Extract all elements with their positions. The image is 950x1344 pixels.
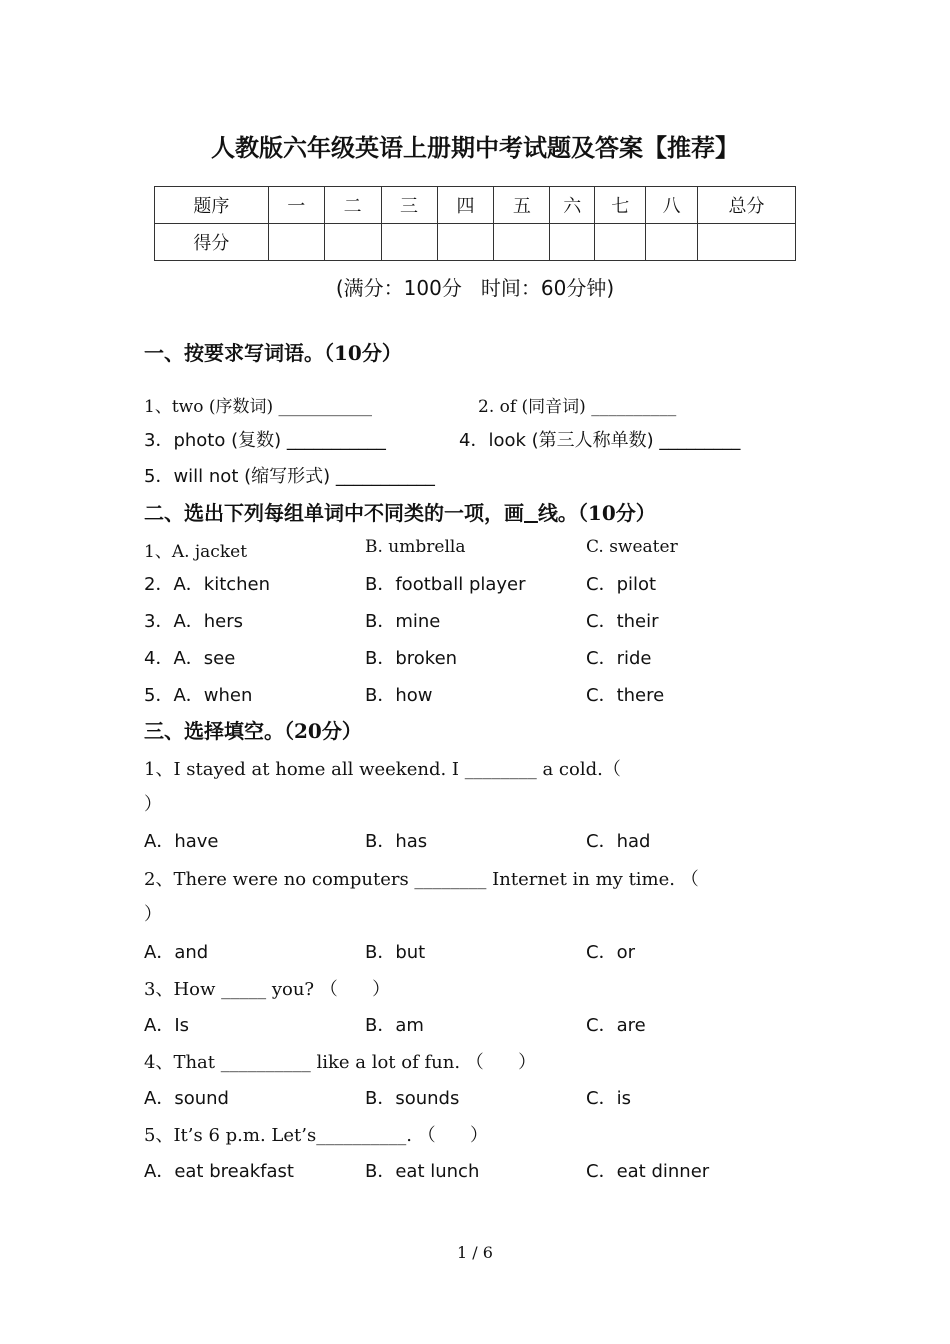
header-cell: 六 [550,187,595,224]
header-cell: 三 [381,187,437,224]
s2-option-b: B．mine [365,611,441,632]
header-cell: 总分 [698,187,796,224]
s3-question-4: 4、That __________ like a lot of fun. （ ） [144,1052,537,1073]
score-cell [698,224,796,261]
s2-option-a: 3．A．hers [144,611,244,632]
s3-option-a: A．have [144,831,219,852]
s2-option-a: 1、A. jacket [144,542,248,562]
s2-option-b: B．football player [365,574,526,595]
heading-text: 线。（10分） [537,501,656,525]
s3-question-5: 5、It’s 6 p.m. Let’s__________. （ ） [144,1125,488,1146]
s3-question-1: 1、I stayed at home all weekend. I ________ a cold.（ [144,759,621,780]
score-cell [595,224,646,261]
s1-question-2: 2. of (同音词) __________ [478,397,677,417]
page-title: 人教版六年级英语上册期中考试题及答案【推荐】 [211,134,739,162]
s3-option-a: A．eat breakfast [144,1161,294,1182]
heading-blank [524,501,538,525]
s3-question-2-close: ） [144,904,162,925]
score-cell [268,224,324,261]
heading-text: 二、选出下列每组单词中不同类的一项，画 [144,501,524,525]
s3-option-c: C．are [586,1015,646,1036]
s1-question-3: 3．photo (复数) ___________ [144,430,386,451]
s3-option-b: B．am [365,1015,424,1036]
s2-option-c: C．ride [586,648,652,669]
header-cell: 题序 [155,187,269,224]
page-number: 1 / 6 [457,1243,493,1262]
s3-option-b: B．has [365,831,428,852]
s2-option-a: 5．A．when [144,685,253,706]
s2-option-b: B. umbrella [365,537,466,557]
section-2-heading [144,497,656,526]
score-cell [381,224,437,261]
s1-question-5: 5．will not (缩写形式) ___________ [144,466,435,487]
s2-option-a: 2．A．kitchen [144,574,271,595]
row-label: 得分 [155,224,269,261]
s3-option-b: B．eat lunch [365,1161,480,1182]
s2-option-c: C．pilot [586,574,657,595]
s3-question-3: 3、How _____ you? （ ） [144,979,391,1000]
score-cell [550,224,595,261]
score-cell [494,224,550,261]
s3-option-c: C．had [586,831,651,852]
s3-option-a: A．Is [144,1015,189,1036]
s2-option-c: C．their [586,611,659,632]
exam-meta: (满分：100分 时间：60分钟) [335,276,615,300]
header-cell: 八 [646,187,698,224]
header-cell: 四 [437,187,494,224]
score-cell [324,224,381,261]
score-cell [437,224,494,261]
header-cell: 二 [324,187,381,224]
s1-question-1: 1、two (序数词) ___________ [144,397,373,417]
s2-option-b: B．broken [365,648,458,669]
s3-option-a: A．sound [144,1088,229,1109]
s3-option-c: C．is [586,1088,631,1109]
s2-option-b: B．how [365,685,433,706]
score-table [154,186,796,261]
s3-option-b: B．sounds [365,1088,460,1109]
s3-option-a: A．and [144,942,209,963]
header-cell: 五 [494,187,550,224]
score-cell [646,224,698,261]
section-1-heading: 一、按要求写词语。（10分） [144,341,402,365]
section-3-heading: 三、选择填空。（20分） [144,719,362,743]
s3-option-b: B．but [365,942,426,963]
s2-option-c: C. sweater [586,537,678,557]
score-header-row [155,187,796,224]
s3-question-1-close: ） [144,794,162,815]
s3-question-2: 2、There were no computers ________ Internet in my time. （ [144,869,699,890]
s1-question-4: 4．look (第三人称单数) _________ [459,430,741,451]
header-cell: 一 [268,187,324,224]
s2-option-c: C．there [586,685,665,706]
s3-option-c: C．eat dinner [586,1161,710,1182]
score-row [155,224,796,261]
header-cell: 七 [595,187,646,224]
s3-option-c: C．or [586,942,635,963]
s2-option-a: 4．A．see [144,648,236,669]
